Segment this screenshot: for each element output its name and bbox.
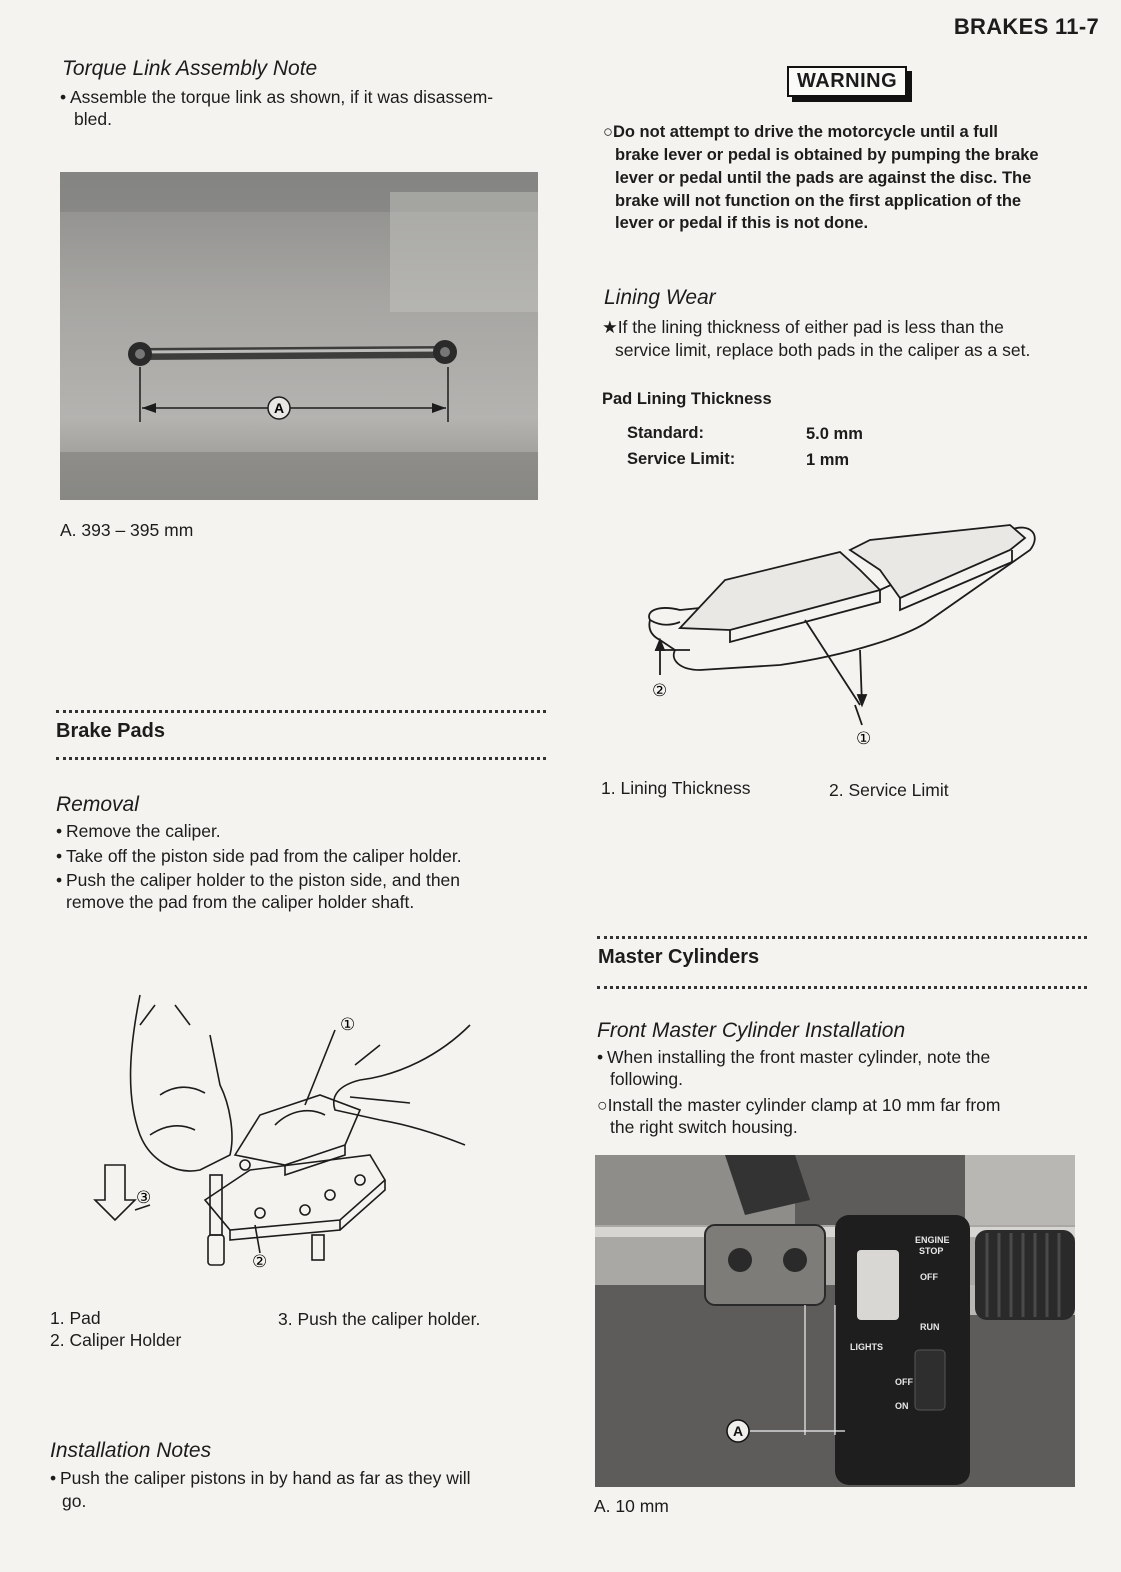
caliper-callout-1: ① <box>340 1015 356 1034</box>
torque-bullet-1: • Assemble the torque link as shown, if it was disassem- <box>60 87 494 107</box>
caliper-caption-1: 1. Pad <box>50 1308 101 1328</box>
torque-link-illustration <box>60 172 538 500</box>
master-bullet-2: ○Install the master cylinder clamp at 10 mm far from <box>597 1095 1001 1115</box>
divider <box>597 936 1087 939</box>
master-bullet-1: • When installing the front master cylinder, note the <box>597 1047 991 1067</box>
installation-notes-heading: Installation Notes <box>50 1439 212 1462</box>
caliper-removal-drawing <box>80 985 500 1270</box>
lining-wear-heading: Lining Wear <box>604 286 716 309</box>
warning-line-3: lever or pedal until the pads are against the disc. The <box>615 169 1032 187</box>
torque-caption: A. 393 – 395 mm <box>60 520 194 540</box>
brake-pads-heading: Brake Pads <box>56 720 165 742</box>
front-master-install-heading: Front Master Cylinder Installation <box>597 1019 906 1042</box>
warning-line-4: brake will not function on the first application of the <box>615 192 1022 210</box>
pad-callout-1: ① <box>856 729 872 748</box>
installation-bullet-1-cont: go. <box>62 1491 87 1511</box>
pad-caption-2: 2. Service Limit <box>829 780 949 800</box>
warning-line-1: ○Do not attempt to drive the motorcycle until a full <box>603 123 998 141</box>
removal-bullet-3-cont: remove the pad from the caliper holder shaft. <box>66 892 415 912</box>
installation-bullet-1: • Push the caliper pistons in by hand as far as they will <box>50 1468 471 1488</box>
caliper-callout-3: ③ <box>136 1188 152 1207</box>
standard-value: 5.0 mm <box>806 425 863 443</box>
standard-label: Standard: <box>627 424 705 442</box>
removal-bullet-3: • Push the caliper holder to the piston side, and then <box>56 870 461 890</box>
master-bullet-2-cont: the right switch housing. <box>610 1117 798 1137</box>
master-cylinders-heading: Master Cylinders <box>598 946 760 968</box>
torque-callout-a: A <box>273 400 285 416</box>
handlebar-photo <box>595 1155 1075 1487</box>
master-bullet-1-cont: following. <box>610 1069 683 1089</box>
handlebar-caption: A. 10 mm <box>594 1496 669 1516</box>
pad-caption-1: 1. Lining Thickness <box>601 778 751 798</box>
divider <box>597 986 1087 989</box>
lining-line-1: ★If the lining thickness of either pad is less than the <box>602 317 1004 337</box>
divider <box>56 757 546 760</box>
page-header: BRAKES 11-7 <box>953 14 1099 39</box>
warning-line-5: lever or pedal if this is not done. <box>615 214 869 232</box>
switch-label-lights-on: ON <box>895 1401 909 1411</box>
removal-heading: Removal <box>56 793 139 816</box>
warning-label: WARNING <box>787 66 907 97</box>
caliper-callout-2: ② <box>252 1252 268 1270</box>
handlebar-illustration <box>595 1155 1075 1487</box>
switch-label-run: RUN <box>920 1322 940 1332</box>
warning-line-2: brake lever or pedal is obtained by pumping the brake <box>615 146 1039 164</box>
removal-bullet-1: • Remove the caliper. <box>56 821 221 841</box>
torque-link-photo <box>60 172 538 500</box>
caliper-caption-2: 2. Caliper Holder <box>50 1330 182 1350</box>
handlebar-callout-a: A <box>732 1423 744 1439</box>
lining-line-2: service limit, replace both pads in the caliper as a set. <box>615 340 1031 360</box>
removal-bullet-2: • Take off the piston side pad from the caliper holder. <box>56 846 462 866</box>
switch-label-lights: LIGHTS <box>850 1342 883 1352</box>
brake-pad-drawing <box>630 510 1050 750</box>
pad-lining-table-title: Pad Lining Thickness <box>602 390 772 408</box>
switch-label-engine: ENGINE <box>915 1235 950 1245</box>
switch-label-lights-off: OFF <box>895 1377 913 1387</box>
service-limit-value: 1 mm <box>806 451 850 469</box>
switch-label-off: OFF <box>920 1272 938 1282</box>
switch-label-stop: STOP <box>919 1246 944 1256</box>
caliper-caption-3: 3. Push the caliper holder. <box>278 1309 481 1329</box>
service-limit-label: Service Limit: <box>627 450 736 468</box>
torque-bullet-1-cont: bled. <box>74 109 112 129</box>
divider <box>56 710 546 713</box>
pad-callout-2: ② <box>652 681 668 700</box>
torque-link-heading: Torque Link Assembly Note <box>62 57 318 80</box>
